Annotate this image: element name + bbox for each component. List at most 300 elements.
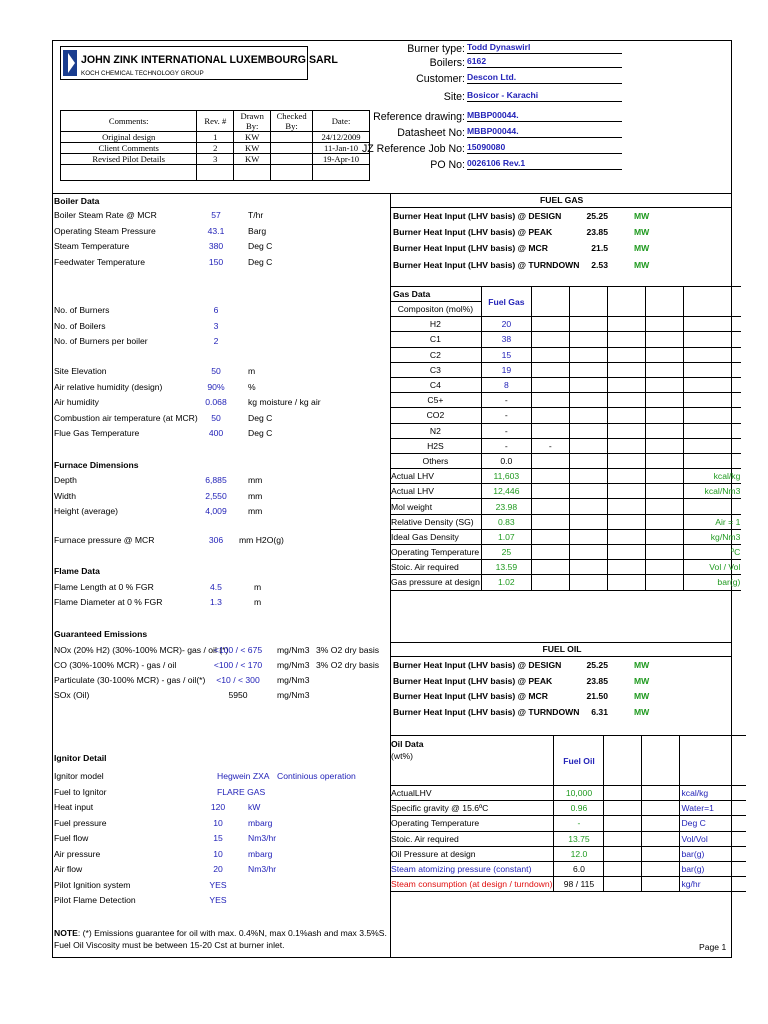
oil-heat-unit: MW	[634, 706, 650, 717]
boiler-unit: Deg C	[248, 241, 273, 252]
gas-empty-cell	[607, 347, 645, 362]
gas-empty-cell	[645, 347, 683, 362]
gas-empty-cell	[607, 484, 645, 499]
gas-empty-cell	[645, 514, 683, 529]
oil-empty-cell	[642, 831, 680, 846]
oil-prop-value: 6.0	[554, 861, 604, 876]
gas-prop-unit: Air = 1	[683, 514, 741, 529]
revision-cell	[271, 165, 313, 181]
gas-prop-unit: kg/Nm3	[683, 529, 741, 544]
gas-empty-cell	[607, 514, 645, 529]
gas-heat-label: Burner Heat Input (LHV basis) @ DESIGN	[393, 211, 562, 221]
revision-header: Comments:	[61, 111, 197, 132]
site-label: Air relative humidity (design)	[54, 381, 163, 392]
gas-empty-cell	[683, 423, 741, 438]
gas-empty-cell	[683, 408, 741, 423]
project-label: Site:	[443, 91, 465, 103]
project-value: 0026106 Rev.1	[467, 158, 526, 168]
gas-comp-value: -	[481, 393, 531, 408]
gas-prop-value: 0.83	[481, 514, 531, 529]
oil-prop-unit: Vol/Vol	[680, 831, 746, 846]
boiler-value: 150	[208, 257, 224, 268]
gas-prop-label: Mol weight	[390, 499, 481, 514]
gas-empty-cell	[683, 362, 741, 377]
oil-prop-value: 12.0	[554, 846, 604, 861]
note-line-2: Fuel Oil Viscosity must be between 15-20 Cst at burner inlet.	[54, 940, 285, 950]
furnace-pressure-value: 306	[208, 535, 224, 545]
site-label: Flue Gas Temperature	[54, 428, 140, 438]
oil-empty-cell	[604, 877, 642, 892]
oil-prop-value: 10,000	[554, 786, 604, 801]
revision-cell: Client Comments	[61, 143, 197, 154]
oil-empty-cell	[604, 861, 642, 876]
oil-heat-value: 6.31	[591, 706, 608, 717]
gas-heat-value: 21.5	[591, 243, 608, 254]
burner-value: 3	[213, 320, 219, 331]
gas-comp-extra	[531, 408, 569, 423]
gas-comp-name: C1	[390, 332, 481, 347]
gas-empty-cell	[531, 529, 569, 544]
ignitor-unit: Nm3/hr	[248, 864, 277, 874]
gas-prop-value: 1.02	[481, 575, 531, 590]
gas-empty-cell	[531, 484, 569, 499]
emission-unit: mg/Nm3	[277, 645, 310, 655]
gas-prop-unit	[683, 499, 741, 514]
ignitor-unit: mbarg	[248, 817, 273, 828]
gas-empty-cell	[569, 545, 607, 560]
header-divider	[52, 193, 732, 194]
gas-comp-value: 0.0	[481, 453, 531, 468]
emission-value: 5950	[228, 690, 248, 700]
gas-empty-cell	[531, 469, 569, 484]
revision-cell: 19-Apr-10	[313, 154, 370, 165]
boiler-label: Boiler Steam Rate @ MCR	[54, 210, 157, 220]
gas-empty-cell	[569, 393, 607, 408]
gas-empty-cell	[607, 560, 645, 575]
emission-label: SOx (Oil)	[54, 690, 90, 700]
site-label: Combustion air temperature (at MCR)	[54, 412, 198, 423]
gas-prop-value: 12,446	[481, 484, 531, 499]
gas-col-header: Fuel Gas	[481, 287, 531, 317]
oil-empty-cell	[642, 786, 680, 801]
boiler-value: 43.1	[207, 225, 225, 236]
ignitor-value: Hegwein ZXA	[217, 771, 270, 781]
project-value-underline	[467, 83, 622, 84]
project-value: Todd Dynaswirl	[467, 42, 531, 52]
gas-empty-cell	[683, 453, 741, 468]
gas-empty-cell	[569, 347, 607, 362]
gas-empty-cell	[683, 347, 741, 362]
gas-heat-unit: MW	[634, 211, 650, 221]
flame-value: 4.5	[210, 582, 222, 592]
boiler-value: 380	[208, 241, 224, 252]
burner-label: No. of Burners	[54, 305, 110, 315]
oil-heat-unit: MW	[634, 675, 650, 686]
gas-empty-cell	[569, 377, 607, 392]
emission-note: 3% O2 dry basis	[316, 645, 380, 655]
gas-empty-cell	[683, 438, 741, 453]
oil-prop-unit: bar(g)	[680, 846, 746, 861]
gas-comp-name: C4	[390, 377, 481, 392]
gas-empty-cell	[607, 499, 645, 514]
project-value: 15090080	[467, 142, 506, 152]
gas-empty-cell	[569, 317, 607, 332]
gas-comp-name: Others	[390, 453, 481, 468]
gas-comp-value: -	[481, 408, 531, 423]
gas-comp-extra	[531, 362, 569, 377]
furnace-label: Width	[54, 490, 76, 501]
oil-prop-value: 0.96	[554, 801, 604, 816]
oil-empty-cell	[642, 861, 680, 876]
gas-empty-cell	[683, 332, 741, 347]
gas-empty-cell	[645, 438, 683, 453]
gas-empty-cell	[569, 332, 607, 347]
oil-empty-col	[642, 736, 680, 786]
boiler-label: Feedwater Temperature	[54, 257, 146, 268]
gas-empty-cell	[569, 499, 607, 514]
emission-unit: mg/Nm3	[277, 660, 310, 670]
gas-empty-cell	[569, 484, 607, 499]
project-value: MBBP00044.	[467, 110, 519, 120]
site-value: 90%	[207, 381, 225, 392]
oil-empty-col	[604, 736, 642, 786]
note-text: : (*) Emissions guarantee for oil with max. 0.4%N, max 0.1%ash and max 3.5%S.	[77, 928, 387, 938]
oil-data-title: Oil Data	[391, 739, 424, 749]
ignitor-value: FLARE GAS	[217, 786, 266, 797]
ignitor-label: Air pressure	[54, 848, 101, 859]
gas-comp-value: -	[481, 423, 531, 438]
project-value-underline	[467, 169, 622, 170]
site-unit: Deg C	[248, 428, 273, 438]
gas-heat-unit: MW	[634, 243, 650, 254]
oil-prop-unit: kcal/kg	[680, 786, 746, 801]
gas-empty-cell	[607, 469, 645, 484]
gas-empty-cell	[645, 529, 683, 544]
revision-cell: 11-Jan-10	[313, 143, 370, 154]
emission-unit: mg/Nm3	[277, 690, 310, 700]
revision-header: Drawn By:	[234, 111, 271, 132]
burner-value: 6	[213, 305, 219, 315]
gas-comp-value: 19	[481, 362, 531, 377]
gas-empty-cell	[607, 423, 645, 438]
ignitor-value: 20	[213, 864, 223, 874]
project-value: MBBP00044.	[467, 126, 519, 136]
ignitor-label: Air flow	[54, 864, 83, 874]
boiler-unit: Barg	[248, 225, 267, 236]
revision-cell: KW	[234, 143, 271, 154]
revision-cell	[61, 165, 197, 181]
gas-heat-unit: MW	[634, 227, 650, 238]
gas-empty-cell	[645, 469, 683, 484]
ignitor-unit: Continious operation	[277, 771, 356, 781]
oil-data-subtitle: (wt%)	[391, 751, 413, 761]
project-value-underline	[467, 53, 622, 54]
revision-header: Date:	[313, 111, 370, 132]
boiler-label: Steam Temperature	[54, 241, 130, 252]
ignitor-unit: mbarg	[248, 848, 273, 859]
revision-cell: 24/12/2009	[313, 132, 370, 143]
revision-cell: 3	[197, 154, 234, 165]
gas-comp-value: 20	[481, 317, 531, 332]
fuel-gas-title-divider	[390, 207, 732, 208]
revision-header: Checked By:	[271, 111, 313, 132]
gas-empty-cell	[645, 453, 683, 468]
emission-unit: mg/Nm3	[277, 675, 310, 685]
ignitor-label: Ignitor model	[54, 771, 104, 781]
ignitor-value: 120	[210, 802, 226, 812]
site-value: 50	[211, 366, 221, 376]
gas-comp-value: 15	[481, 347, 531, 362]
gas-empty-cell	[569, 469, 607, 484]
company-logo-box	[60, 46, 338, 80]
site-value: 0.068	[205, 397, 227, 407]
oil-empty-cell	[604, 816, 642, 831]
project-label: Datasheet No:	[397, 127, 465, 139]
ignitor-value: YES	[209, 879, 227, 890]
oil-heat-value: 23.85	[586, 675, 608, 686]
gas-empty-cell	[645, 317, 683, 332]
oil-heat-unit: MW	[634, 691, 650, 701]
oil-empty-col	[680, 736, 746, 786]
gas-comp-extra	[531, 453, 569, 468]
oil-prop-value: -	[554, 816, 604, 831]
gas-heat-label: Burner Heat Input (LHV basis) @ PEAK	[393, 227, 553, 238]
ignitor-label: Fuel flow	[54, 833, 89, 843]
project-value-underline	[467, 67, 622, 68]
gas-empty-cell	[645, 408, 683, 423]
revision-cell: 1	[197, 132, 234, 143]
gas-empty-cell	[645, 499, 683, 514]
gas-empty-cell	[607, 362, 645, 377]
site-value: 50	[211, 412, 221, 423]
oil-prop-unit: bar(g)	[680, 861, 746, 876]
oil-heat-label: Burner Heat Input (LHV basis) @ PEAK	[393, 675, 553, 686]
flame-label: Flame Length at 0 % FGR	[54, 582, 154, 592]
gas-comp-label: Compositon (mol%)	[390, 302, 481, 317]
note-line-1	[54, 928, 387, 938]
gas-comp-extra	[531, 317, 569, 332]
company-logo-icon	[63, 50, 77, 76]
gas-empty-cell	[645, 575, 683, 590]
project-label: JZ Reference Job No:	[361, 143, 465, 155]
project-value: Bosicor - Karachi	[467, 90, 539, 100]
gas-comp-name: H2	[390, 317, 481, 332]
oil-prop-unit: Deg C	[680, 816, 746, 831]
gas-comp-value: 38	[481, 332, 531, 347]
oil-prop-value: 98 / 115	[554, 877, 604, 892]
oil-heat-label: Burner Heat Input (LHV basis) @ MCR	[393, 691, 548, 701]
gas-prop-unit: bar(g)	[683, 575, 741, 590]
emission-label: CO (30%-100% MCR) - gas / oil	[54, 660, 177, 670]
furnace-unit: mm	[248, 490, 263, 501]
site-label: Air humidity	[54, 397, 99, 407]
gas-empty-col	[645, 287, 683, 317]
revision-header: Rev. #	[197, 111, 234, 132]
gas-empty-cell	[645, 332, 683, 347]
oil-prop-unit: kg/hr	[680, 877, 746, 892]
fuel-oil-title-bottom	[390, 656, 732, 657]
furnace-label: Height (average)	[54, 506, 119, 516]
gas-empty-cell	[683, 377, 741, 392]
gas-empty-cell	[607, 317, 645, 332]
flame-unit: m	[254, 582, 262, 592]
gas-empty-cell	[607, 529, 645, 544]
revision-cell: KW	[234, 154, 271, 165]
revision-cell: Original design	[61, 132, 197, 143]
furnace-unit: mm	[248, 475, 263, 485]
boiler-label: Operating Steam Pressure	[54, 225, 156, 236]
project-value: 6162	[467, 56, 487, 66]
site-unit: m	[248, 366, 256, 376]
gas-comp-value: -	[481, 438, 531, 453]
gas-empty-cell	[531, 575, 569, 590]
furnace-value: 4,009	[205, 506, 227, 516]
oil-empty-cell	[604, 846, 642, 861]
ignitor-value: 15	[213, 833, 223, 843]
gas-comp-name: C2	[390, 347, 481, 362]
gas-empty-cell	[645, 484, 683, 499]
gas-empty-cell	[607, 408, 645, 423]
oil-data-table	[390, 735, 746, 892]
gas-prop-unit: kcal/Nm3	[683, 484, 741, 499]
fuel-oil-title-divider	[390, 642, 732, 643]
ignitor-label: Pilot Flame Detection	[54, 895, 136, 905]
revision-cell: KW	[234, 132, 271, 143]
emission-note: 3% O2 dry basis	[316, 660, 380, 670]
revision-cell	[313, 165, 370, 181]
gas-empty-col	[569, 287, 607, 317]
oil-heat-label: Burner Heat Input (LHV basis) @ TURNDOWN	[393, 706, 580, 717]
gas-empty-cell	[531, 545, 569, 560]
oil-prop-label: ActualLHV	[390, 786, 554, 801]
project-value: Descon Ltd.	[467, 72, 517, 82]
ignitor-value: 10	[213, 817, 223, 828]
oil-prop-label: Stoic. Air required	[390, 831, 554, 846]
oil-prop-label: Steam atomizing pressure (constant)	[390, 861, 554, 876]
gas-comp-name: C5+	[390, 393, 481, 408]
oil-heat-value: 25.25	[586, 660, 608, 670]
gas-comp-name: N2	[390, 423, 481, 438]
project-label: Boilers:	[429, 57, 465, 69]
gas-empty-cell	[607, 332, 645, 347]
project-label: Customer:	[416, 73, 465, 85]
gas-prop-value: 25	[481, 545, 531, 560]
gas-comp-name: C3	[390, 362, 481, 377]
site-label: Site Elevation	[54, 366, 107, 376]
oil-heat-label: Burner Heat Input (LHV basis) @ DESIGN	[393, 660, 562, 670]
revision-cell	[197, 165, 234, 181]
emissions-title: Guaranteed Emissions	[54, 629, 148, 639]
gas-empty-cell	[607, 575, 645, 590]
revision-cell	[271, 132, 313, 143]
oil-empty-cell	[604, 786, 642, 801]
gas-prop-unit: Vol / Vol	[683, 560, 741, 575]
furnace-value: 2,550	[205, 490, 227, 501]
flame-value: 1.3	[210, 597, 222, 607]
flame-label: Flame Diameter at 0 % FGR	[54, 597, 163, 607]
burner-value: 2	[213, 336, 219, 346]
oil-empty-cell	[604, 801, 642, 816]
gas-prop-value: 23.98	[481, 499, 531, 514]
gas-empty-cell	[569, 575, 607, 590]
furnace-pressure-unit: mm H2O(g)	[239, 535, 284, 545]
furnace-title: Furnace Dimensions	[54, 460, 139, 470]
revision-table	[60, 110, 370, 181]
ignitor-label: Pilot Ignition system	[54, 879, 131, 890]
gas-prop-value: 13.59	[481, 560, 531, 575]
oil-heat-unit: MW	[634, 660, 650, 670]
ignitor-label: Heat input	[54, 802, 94, 812]
gas-empty-cell	[569, 423, 607, 438]
gas-data-title: Gas Data	[393, 289, 431, 299]
gas-empty-cell	[531, 514, 569, 529]
burner-label: No. of Burners per boiler	[54, 336, 148, 346]
oil-prop-unit: Water=1	[680, 801, 746, 816]
gas-empty-cell	[569, 438, 607, 453]
note-prefix: NOTE	[54, 928, 78, 938]
oil-empty-cell	[642, 877, 680, 892]
emission-value: <100 / < 170	[213, 660, 263, 670]
oil-col-header: Fuel Oil	[554, 736, 604, 786]
gas-empty-col	[531, 287, 569, 317]
ignitor-label: Fuel to Ignitor	[54, 786, 107, 797]
gas-data-title-cell	[390, 287, 481, 302]
gas-comp-name: H2S	[390, 438, 481, 453]
boiler-title: Boiler Data	[54, 196, 100, 206]
gas-empty-cell	[569, 362, 607, 377]
gas-empty-cell	[569, 529, 607, 544]
oil-empty-cell	[642, 846, 680, 861]
fuel-oil-title: FUEL OIL	[542, 644, 582, 654]
flame-title: Flame Data	[54, 566, 100, 576]
gas-empty-cell	[607, 453, 645, 468]
project-value-underline	[467, 137, 622, 138]
gas-composition-table	[390, 286, 741, 591]
company-name: JOHN ZINK INTERNATIONAL LUXEMBOURG SARL	[81, 54, 338, 66]
boiler-value: 57	[211, 210, 221, 220]
gas-prop-label: Operating Temperature	[390, 545, 481, 560]
gas-empty-cell	[569, 408, 607, 423]
gas-prop-label: Actual LHV	[390, 484, 481, 499]
furnace-value: 6,885	[205, 475, 227, 485]
gas-empty-cell	[683, 317, 741, 332]
furnace-unit: mm	[248, 506, 263, 516]
gas-empty-cell	[531, 560, 569, 575]
burner-label: No. of Boilers	[54, 320, 106, 331]
site-unit: kg moisture / kg air	[248, 397, 321, 407]
gas-empty-cell	[607, 545, 645, 560]
oil-prop-label: Specific gravity @ 15.6ºC	[390, 801, 554, 816]
gas-empty-col	[607, 287, 645, 317]
revision-cell: 2	[197, 143, 234, 154]
company-group: KOCH CHEMICAL TECHNOLOGY GROUP	[81, 70, 204, 77]
gas-comp-extra	[531, 423, 569, 438]
project-label: Reference drawing:	[373, 111, 465, 123]
gas-empty-cell	[645, 545, 683, 560]
ignitor-title: Ignitor Detail	[54, 753, 107, 763]
gas-comp-name: CO2	[390, 408, 481, 423]
project-label: PO No:	[430, 159, 465, 171]
gas-empty-cell	[645, 423, 683, 438]
gas-comp-extra: -	[531, 438, 569, 453]
ignitor-label: Fuel pressure	[54, 817, 107, 828]
site-unit: %	[248, 381, 256, 392]
furnace-label: Depth	[54, 475, 77, 485]
gas-empty-cell	[569, 514, 607, 529]
gas-heat-unit: MW	[634, 259, 650, 270]
gas-empty-col	[683, 287, 741, 317]
ignitor-unit: Nm3/hr	[248, 833, 277, 843]
